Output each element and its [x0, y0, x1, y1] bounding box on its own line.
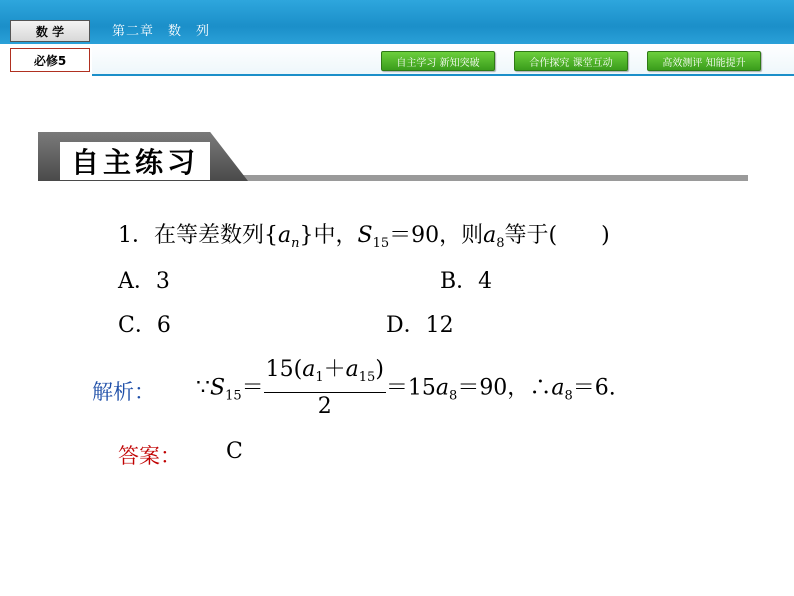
solution-formula: [196, 356, 616, 421]
answer-value: C: [226, 439, 243, 464]
num-text: 15(: [265, 357, 303, 382]
option-letter: B．: [440, 269, 479, 294]
therefore-symbol: ∴: [529, 375, 552, 401]
num-text: ): [375, 357, 384, 382]
nav-button-cooperative[interactable]: 合作探究 课堂互动: [514, 51, 628, 71]
question-part: 等于( ): [504, 223, 610, 248]
subject-badge: 数 学: [10, 20, 90, 42]
var-a: a: [278, 223, 292, 248]
option-b[interactable]: [440, 264, 492, 295]
option-value: 3: [155, 269, 170, 294]
option-a[interactable]: [118, 264, 170, 295]
question-part: ＝90，则: [389, 223, 484, 248]
answer-label: 答案：: [118, 444, 181, 468]
sub-15: 15: [225, 388, 242, 404]
fraction-denominator: 2: [317, 394, 332, 419]
nav-button-self-study[interactable]: 自主学习 新知突破: [381, 51, 495, 71]
because-symbol: ∵: [196, 375, 210, 401]
formula-part: ＝15: [385, 375, 436, 401]
option-d[interactable]: [386, 308, 454, 339]
fraction: [264, 356, 386, 421]
plus: ＋: [323, 357, 346, 382]
option-value: 6: [156, 313, 171, 338]
section-heading: [38, 132, 748, 184]
option-letter: D．: [386, 313, 426, 338]
question-number: 1．: [118, 223, 154, 248]
equals: ＝: [241, 375, 264, 401]
question-part: }中，: [299, 223, 358, 248]
formula-part: ＝90，: [457, 375, 530, 401]
book-badge: 必修5: [10, 48, 90, 72]
option-c[interactable]: [118, 308, 171, 339]
var-a: a: [302, 357, 316, 382]
nav-button-assessment[interactable]: 高效测评 知能提升: [647, 51, 761, 71]
sub-15: 15: [372, 236, 390, 251]
question-text: [118, 218, 610, 251]
sub-15: 15: [358, 370, 376, 385]
chapter-title: 第二章 数 列: [112, 24, 211, 39]
formula-part: ＝6.: [572, 375, 616, 401]
question-part: 在等差数列{: [154, 223, 278, 248]
sub-1: 1: [315, 370, 324, 385]
sub-n: n: [291, 236, 300, 251]
var-a: a: [345, 357, 359, 382]
fraction-numerator: [264, 356, 386, 393]
option-letter: A．: [118, 269, 156, 294]
sub-8: 8: [564, 388, 573, 404]
solution-label: 解析：: [92, 380, 155, 404]
var-a: a: [435, 375, 450, 401]
section-title: 自主练习: [60, 142, 210, 180]
option-letter: C．: [118, 313, 157, 338]
option-value: 12: [425, 313, 454, 338]
var-s: S: [210, 375, 226, 401]
sub-8: 8: [449, 388, 458, 404]
var-a: a: [483, 223, 497, 248]
sub-8: 8: [496, 236, 505, 251]
var-s: S: [357, 223, 373, 248]
var-a: a: [551, 375, 565, 401]
option-value: 4: [478, 269, 493, 294]
